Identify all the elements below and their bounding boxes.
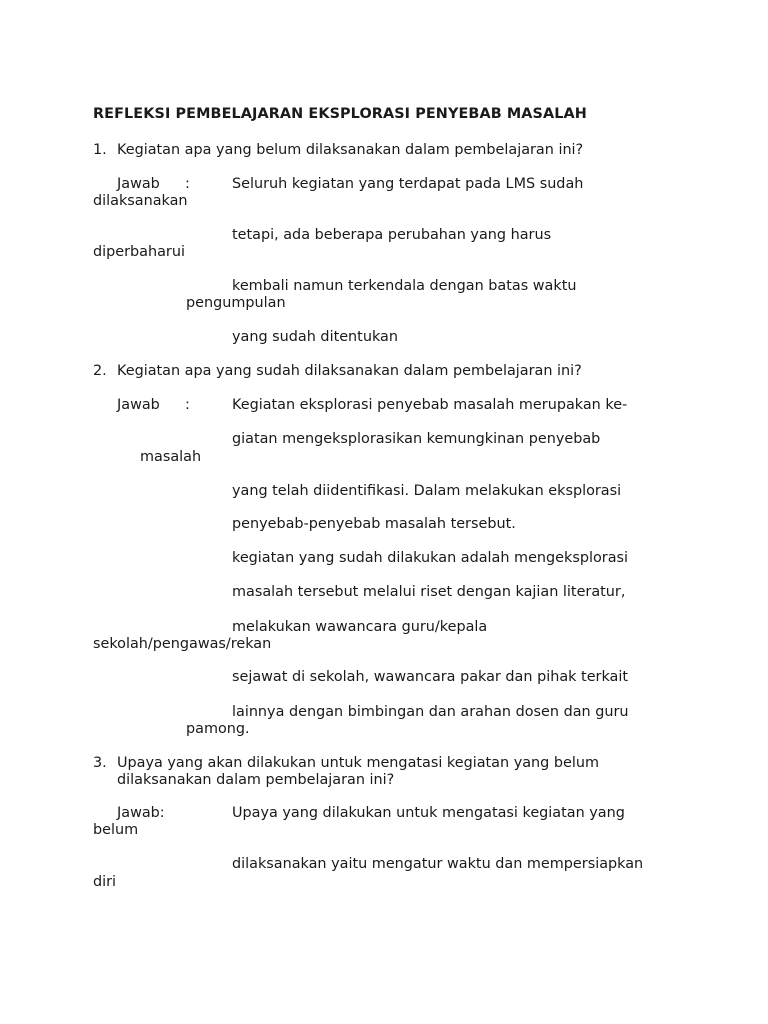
q2-answer-line: lainnya dengan bimbingan dan arahan dosen dan guru (232, 704, 629, 720)
q3-question-line: Upaya yang akan dilakukan untuk mengatasi kegiatan yang belum (117, 755, 599, 771)
q3-answer-line: Upaya yang dilakukan untuk mengatasi kegiatan yang (232, 805, 625, 821)
q2-answer-line: giatan mengeksplorasikan kemungkinan penyebab (232, 431, 601, 447)
q2-answer-line: masalah tersebut melalui riset dengan kajian literatur, (232, 584, 626, 600)
q3-jawab-label: Jawab: (117, 805, 165, 821)
q2-answer-line: sejawat di sekolah, wawancara pakar dan pihak terkait (232, 669, 629, 685)
q1-answer-line: yang sudah ditentukan (232, 329, 398, 345)
q1-colon: : (185, 176, 190, 192)
q1-answer-line: Seluruh kegiatan yang terdapat pada LMS sudah (232, 176, 584, 192)
q1-answer-line: diperbaharui (93, 244, 185, 260)
q2-answer-line: sekolah/pengawas/rekan (93, 636, 272, 652)
q3-number: 3. (93, 755, 107, 771)
q3-question-line: dilaksanakan dalam pembelajaran ini? (117, 772, 395, 788)
q2-answer-line: Kegiatan eksplorasi penyebab masalah merupakan ke- (232, 397, 628, 413)
q1-answer-line: pengumpulan (186, 295, 286, 311)
q1-answer-line: kembali namun terkendala dengan batas waktu (232, 278, 577, 294)
q3-answer-line: belum (93, 822, 139, 838)
q1-question: Kegiatan apa yang belum dilaksanakan dalam pembelajaran ini? (117, 142, 584, 158)
q2-jawab-label: Jawab (117, 397, 160, 413)
q2-answer-line: masalah (140, 449, 202, 465)
q1-jawab-label: Jawab (117, 176, 160, 192)
q2-colon: : (185, 397, 190, 413)
q2-question: Kegiatan apa yang sudah dilaksanakan dalam pembelajaran ini? (117, 363, 582, 379)
q3-answer-line: dilaksanakan yaitu mengatur waktu dan mempersiapkan (232, 856, 644, 872)
q2-number: 2. (93, 363, 107, 379)
q2-answer-line: melakukan wawancara guru/kepala (232, 619, 488, 635)
q2-answer-line: pamong. (186, 721, 250, 737)
q2-answer-line: yang telah diidentifikasi. Dalam melakukan eksplorasi (232, 483, 622, 499)
q1-answer-line: dilaksanakan (93, 193, 188, 209)
q2-answer-line: penyebab-penyebab masalah tersebut. (232, 516, 516, 532)
q1-number: 1. (93, 142, 107, 158)
q3-answer-line: diri (93, 874, 117, 890)
q2-answer-line: kegiatan yang sudah dilakukan adalah mengeksplorasi (232, 550, 629, 566)
document-title: REFLEKSI PEMBELAJARAN EKSPLORASI PENYEBAB MASALAH (93, 106, 587, 122)
q1-answer-line: tetapi, ada beberapa perubahan yang harus (232, 227, 552, 243)
